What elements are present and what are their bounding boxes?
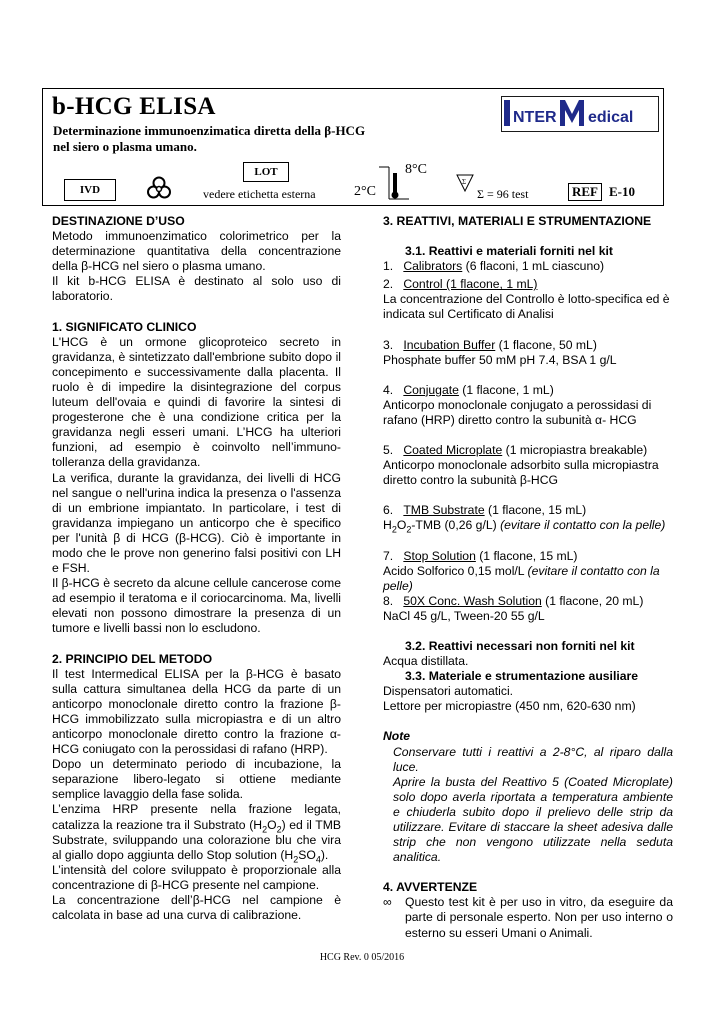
ref-label: REF <box>568 183 602 201</box>
reagent-desc: NaCl 45 g/L, Tween-20 55 g/L <box>383 608 545 623</box>
reagent-desc: Acido Solforico 0,15 mol/L (evitare il contatto con la pelle) <box>383 563 660 593</box>
paragraph: L’enzima HRP presente nella frazione legata, catalizza la reazione tra il Substrato $(H_2O_2)$ ed il TMB Substrate, sviluppando una colorazione blu che vira al giallo dopo aggiunta dello Stop solution $(H_2SO_4)$. <box>52 802 341 865</box>
note-title: Note <box>383 729 411 744</box>
logo-text-a: NTER <box>513 109 557 126</box>
paragraph: Dopo un determinato periodo di incubazione, la separazione libero-legato si ottiene mediante semplice lavaggio della fase solida. <box>52 757 341 802</box>
tests-count: Σ = 96 test <box>477 187 529 201</box>
reagent-desc: Anticorpo monoclonale conjugato a perossidasi di rafano (HRP) diretto contro la subunità α- HCG <box>383 397 652 427</box>
reagent-item: 8. 50X Conc. Wash Solution (1 flacone, 20 mL) <box>383 593 644 608</box>
paragraph: Lettore per micropiastre (450 nm, 620-630 nm) <box>383 699 636 714</box>
reagent-item: 4. Conjugate (1 flacone, 1 mL) <box>383 382 554 397</box>
paragraph: L’intensità del colore sviluppato è proporzionale alla concentrazione di β-HCG presente nel campione. <box>52 862 341 892</box>
sigma-symbol: Σ <box>462 178 467 186</box>
temp-low: 2°C <box>354 184 376 199</box>
reagent-item: 7. Stop Solution (1 flacone, 15 mL) <box>383 548 578 563</box>
left-column <box>52 214 341 923</box>
paragraph: Acqua distillata. <box>383 654 469 669</box>
reagent-item: 1. Calibrators (6 flaconi, 1 mL ciascuno) <box>383 259 605 274</box>
page-footer: HCG Rev. 0 05/2016 <box>319 952 405 963</box>
subsection-title: 3.3. Materiale e strumentazione ausiliare <box>405 669 639 684</box>
reagent-desc: Phosphate buffer 50 mM pH 7.4, BSA 1 g/L <box>383 352 617 367</box>
reagent-desc: La concentrazione del Controllo è lotto-specifica ed è indicata sul Certificato di Analisi <box>383 292 670 322</box>
reagent-item: 3. Incubation Buffer (1 flacone, 50 mL) <box>383 337 597 352</box>
subsection-title: 3.1. Reattivi e materiali forniti nel kit <box>405 244 613 259</box>
warning-item <box>383 895 673 940</box>
paragraph: Dispensatori automatici. <box>383 684 514 699</box>
logo-text-b: edical <box>588 109 634 126</box>
section-title: 2. PRINCIPIO DEL METODO <box>52 651 213 666</box>
ivd-symbol: IVD <box>64 179 116 201</box>
subtitle-line-1: Determinazione immunoenzimatica diretta della β-HCG <box>53 123 366 138</box>
reagent-desc: $H_2O_2$-TMB (0,26 g/L) (evitare il contatto con la pelle) <box>383 518 666 535</box>
warning-text: Questo test kit è per uso in vitro, da eseguire da parte di personale esperto. Non per uso interno o esterno su esseri Umani o Animali. <box>405 895 673 940</box>
note-paragraph: Conservare tutti i reattivi a 2-8°C, al riparo dalla luce. <box>393 744 673 774</box>
temp-high: 8°C <box>405 162 427 177</box>
lot-symbol: LOT <box>243 162 289 182</box>
reagent-item: 2. Control (1 flacone, 1 mL) <box>383 277 538 292</box>
section-title: 1. SIGNIFICATO CLINICO <box>52 319 197 334</box>
header-box <box>42 88 664 206</box>
bullet-icon: ∞ <box>383 895 392 910</box>
section-title: DESTINAZIONE D’USO <box>52 214 185 228</box>
section-title: 3. REATTIVI, MATERIALI E STRUMENTAZIONE <box>383 214 652 228</box>
paragraph: Il kit b-HCG ELISA è destinato al solo uso di laboratorio. <box>52 274 341 304</box>
paragraph: Metodo immunoenzimatico colorimetrico per la determinazione quantitativa della concentrazione della β-HCG nel siero o plasma umano. <box>52 229 341 274</box>
right-column <box>383 214 673 941</box>
kit-title: b-HCG ELISA <box>52 93 216 120</box>
note-paragraph: Aprire la busta del Reattivo 5 (Coated Microplate) solo dopo averla riportata a temperatura ambiente e chiuderla subito dopo il prelievo delle strip da utilizzare. Evitare di staccare la sheet adesiva dalle strip che non vengono utilizzate nella seduta analitica. <box>393 774 673 865</box>
reagent-item: 5. Coated Microplate (1 micropiastra breakable) <box>383 443 648 458</box>
sigma-triangle-icon <box>455 172 475 194</box>
subtitle-line-2: nel siero o plasma umano. <box>53 139 197 154</box>
reagent-desc: Anticorpo monoclonale adsorbito sulla micropiastra diretto contro la subunità β-HCG <box>383 458 659 488</box>
intermedical-logo <box>501 96 659 132</box>
section-title: 4. AVVERTENZE <box>383 880 478 895</box>
lot-note: vedere etichetta esterna <box>203 187 316 201</box>
paragraph: La concentrazione dell’β-HCG nel campione è calcolata in base ad una curva di calibrazione. <box>52 893 341 923</box>
paragraph: L'HCG è un ormone glicoproteico secreto in gravidanza, è sintetizzato dall'embrione subito dopo il concepimento e successivamente dalla placenta. Il ruolo è di impedire la disintegrazione del corpus luteum dell'ovaia e quindi di favorire la sintesi di progesterone che è una condizione critica per la gravidanza negli esseri umani. L’HCG ha ulteriori funzioni, ad esempio è coinvolto nell’immuno-tolleranza della gravidanza. <box>52 334 341 470</box>
paragraph: Il test Intermedical ELISA per la β-HCG è basato sulla cattura simultanea della HCG da parte di un anticorpo monoclonale diretto contro la frazione β-HCG immobilizzato sulla micropiastra e di un altro anticorpo monoclonale diretto contro la frazione α-HCG coniugato con la perossidasi di rafano (HRP). <box>52 666 341 757</box>
reagent-item: 6. TMB Substrate (1 flacone, 15 mL) <box>383 503 587 518</box>
paragraph: Il β-HCG è secreto da alcune cellule cancerose come ad esempio il teratoma e il coriocarcinoma. Ma, livelli elevati non possono dimostrare la presenza di un tumore e livelli bassi non lo escludono. <box>52 576 341 636</box>
paragraph: La verifica, durante la gravidanza, dei livelli di HCG nel sangue o nell'urina indica la presenza o l'assenza di un embrione impiantato. In particolare, i test di gravidanza impiegano un anticorpo che è specifico per l'unità β di HCG (β-HCG). Ciò è importante in modo che le prove non generino falsi positivi con LH e FSH. <box>52 470 341 576</box>
logo-graphic <box>502 97 657 130</box>
subsection-title: 3.2. Reattivi necessari non forniti nel kit <box>405 638 635 653</box>
kit-subtitle <box>53 123 413 155</box>
biohazard-icon <box>146 175 172 201</box>
ref-value: E-10 <box>609 184 635 199</box>
